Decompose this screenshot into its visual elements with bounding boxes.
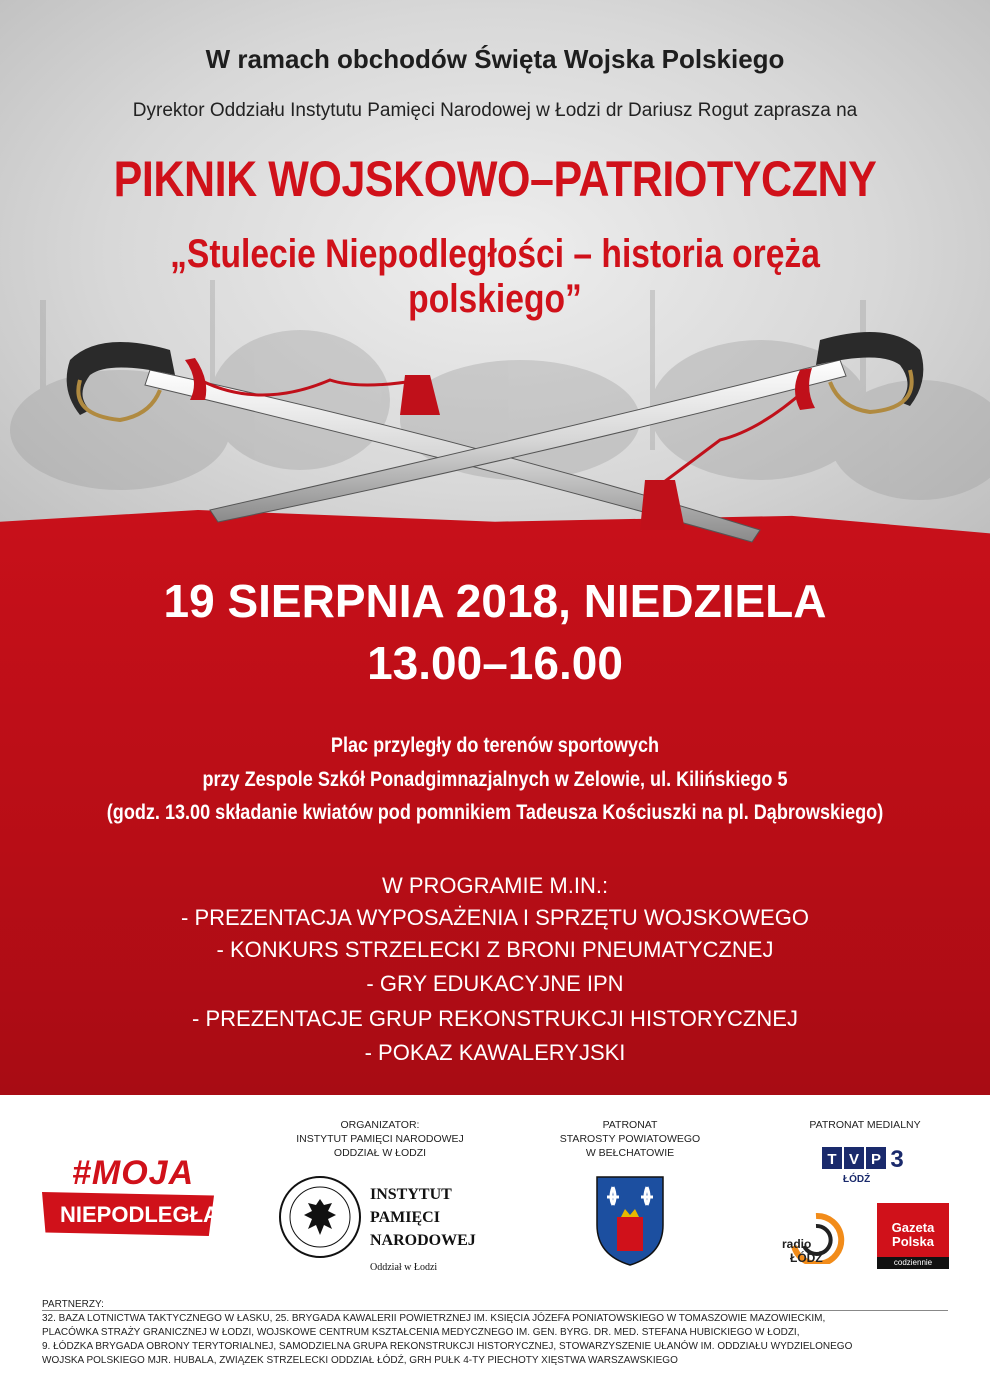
ipn-logo-line: PAMIĘCI: [370, 1209, 440, 1226]
media-header: PATRONAT MEDIALNY: [809, 1119, 921, 1131]
moja-tag: #MOJA: [72, 1154, 195, 1192]
event-title: PIKNIK WOJSKOWO–PATRIOTYCZNY: [113, 151, 877, 207]
ipn-logo-line: NARODOWEJ: [370, 1232, 476, 1249]
tvp-city: ŁÓDŹ: [843, 1174, 871, 1185]
radio-city: ŁÓDŹ: [790, 1251, 823, 1265]
inviter-line: Dyrektor Oddziału Instytutu Pamięci Narodowej w Łodzi dr Dariusz Rogut zaprasza na: [132, 100, 858, 121]
ipn-logo-line: INSTYTUT: [370, 1186, 452, 1203]
svg-text:P: P: [870, 1151, 882, 1168]
ipn-branch: Oddział w Łodzi: [370, 1262, 438, 1273]
svg-text:V: V: [848, 1151, 860, 1168]
gazeta-word: Gazeta: [891, 1220, 935, 1235]
tvp3-logo: [822, 1145, 908, 1171]
event-subtitle: „Stulecie Niepodległości – historia oręża polskiego”: [170, 232, 820, 321]
right-saber-blade: [210, 360, 846, 522]
codziennie-word: codziennie: [877, 1257, 949, 1269]
program-item: - PREZENTACJA WYPOSAŻENIA I SPRZĘTU WOJSKOWEGO: [181, 905, 809, 930]
partners-line: WOJSKA POLSKIEGO MJR. HUBALA, ZWIĄZEK STRZELECKI ODDZIAŁ ŁÓDŹ, GRH PUŁK 4-TY PIECHOTY XIĘSTWA WARSZAWSKIEGO: [42, 1355, 678, 1366]
patronage-name: STAROSTY POWIATOWEGO: [559, 1133, 701, 1145]
place-line: przy Zespole Szkół Ponadgimnazjalnych w Zelowie, ul. Kilińskiego 5: [202, 768, 788, 791]
place-line: Plac przyległy do terenów sportowych: [330, 734, 660, 757]
svg-text:3: 3: [890, 1146, 904, 1171]
partners-line: 9. ŁÓDZKA BRYGADA OBRONY TERYTORIALNEJ, SAMODZIELNA GRUPA REKONSTRUKCJI HISTORYCZNEJ, STOWARZYSZENIE UŁANÓW IM. ODDZIAŁU WYDZIELONEGO: [42, 1341, 853, 1352]
partners-label: PARTNERZY:: [42, 1299, 104, 1310]
ipn-logo-text: [370, 1183, 476, 1252]
polska-word: Polska: [892, 1234, 934, 1249]
program-item: - GRY EDUKACYJNE IPN: [366, 971, 624, 996]
partners-line: PLACÓWKA STRAŻY GRANICZNEJ W ŁODZI, WOJSKOWE CENTRUM KSZTAŁCENIA MEDYCZNEGO IM. GEN. BYRG. DR. MED. STEFANA HUBICKIEGO W ŁODZI,: [42, 1327, 800, 1338]
svg-text:T: T: [827, 1151, 837, 1168]
place-line: (godz. 13.00 składanie kwiatów pod pomnikiem Tadeusza Kościuszki na pl. Dąbrowskiego): [106, 801, 884, 824]
partners-divider: [42, 1310, 948, 1311]
ipn-seal-logo: [278, 1175, 362, 1259]
program-item: - PREZENTACJE GRUP REKONSTRUKCJI HISTORYCZNEJ: [192, 1006, 798, 1031]
coat-of-arms-icon: [595, 1175, 665, 1267]
eagle-icon: [304, 1199, 336, 1235]
partners-list: [42, 1298, 948, 1368]
organizer-label: ORGANIZATOR:: [340, 1119, 420, 1131]
program-item: - POKAZ KAWALERYJSKI: [364, 1040, 626, 1065]
radio-word: radio: [782, 1237, 812, 1251]
organizer-branch: ODDZIAŁ W ŁODZI: [333, 1147, 427, 1159]
organizer-header: [280, 1118, 480, 1160]
intro-heading: W ramach obchodów Święta Wojska Polskiego: [205, 44, 785, 74]
event-date: 19 SIERPNIA 2018, NIEDZIELA: [163, 575, 827, 627]
organizer-name: INSTYTUT PAMIĘCI NARODOWEJ: [296, 1133, 464, 1145]
patronage-header: [540, 1118, 720, 1160]
patronage-label: PATRONAT: [602, 1119, 658, 1131]
partners-line: 32. BAZA LOTNICTWA TAKTYCZNEGO W ŁASKU, 25. BRYGADA KAWALERII POWIETRZNEJ IM. KSIĘCIA JÓZEFA PONIATOWSKIEGO W TOMASZOWIE MAZOWIECKIM,: [42, 1313, 826, 1324]
patronage-place: W BEŁCHATOWIE: [585, 1147, 675, 1159]
program-heading: W PROGRAMIE M.IN.:: [381, 873, 609, 898]
moja-niepodlegla-logo: [42, 1150, 226, 1240]
event-time: 13.00–16.00: [367, 637, 623, 689]
crossed-sabers-illustration: [0, 320, 990, 560]
program-item: - KONKURS STRZELECKI Z BRONI PNEUMATYCZNEJ: [216, 937, 774, 962]
moja-word: NIEPODLEGŁA.: [60, 1202, 226, 1227]
